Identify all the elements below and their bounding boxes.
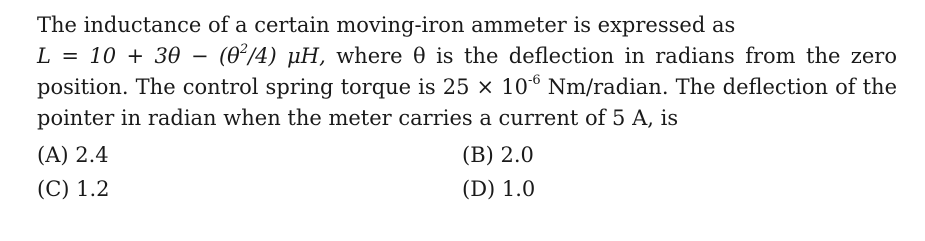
option-a[interactable]: (A) 2.4 [37, 143, 109, 167]
question-line-1: The inductance of a certain moving-iron ammeter is expressed as [37, 13, 736, 37]
inductance-formula: $L = 10 + 3\theta - (\theta^2/4)$ μH, [37, 42, 326, 68]
question-line-4: pointer in radian when the meter carries a current of 5 A, is [37, 106, 679, 130]
question-line-3: position. The control spring torque is $25 \times 10^{-6}$ Nm/radian. The deflection of the [37, 73, 897, 99]
deflection-description: where θ is the deflection in radians from the zero [325, 44, 897, 68]
option-c[interactable]: (C) 1.2 [37, 177, 110, 201]
question-text [37, 10, 897, 134]
exponent: -6 [527, 73, 541, 88]
option-d[interactable]: (D) 1.0 [462, 177, 536, 201]
option-b[interactable]: (B) 2.0 [462, 143, 534, 167]
question-line-2 [37, 41, 897, 72]
